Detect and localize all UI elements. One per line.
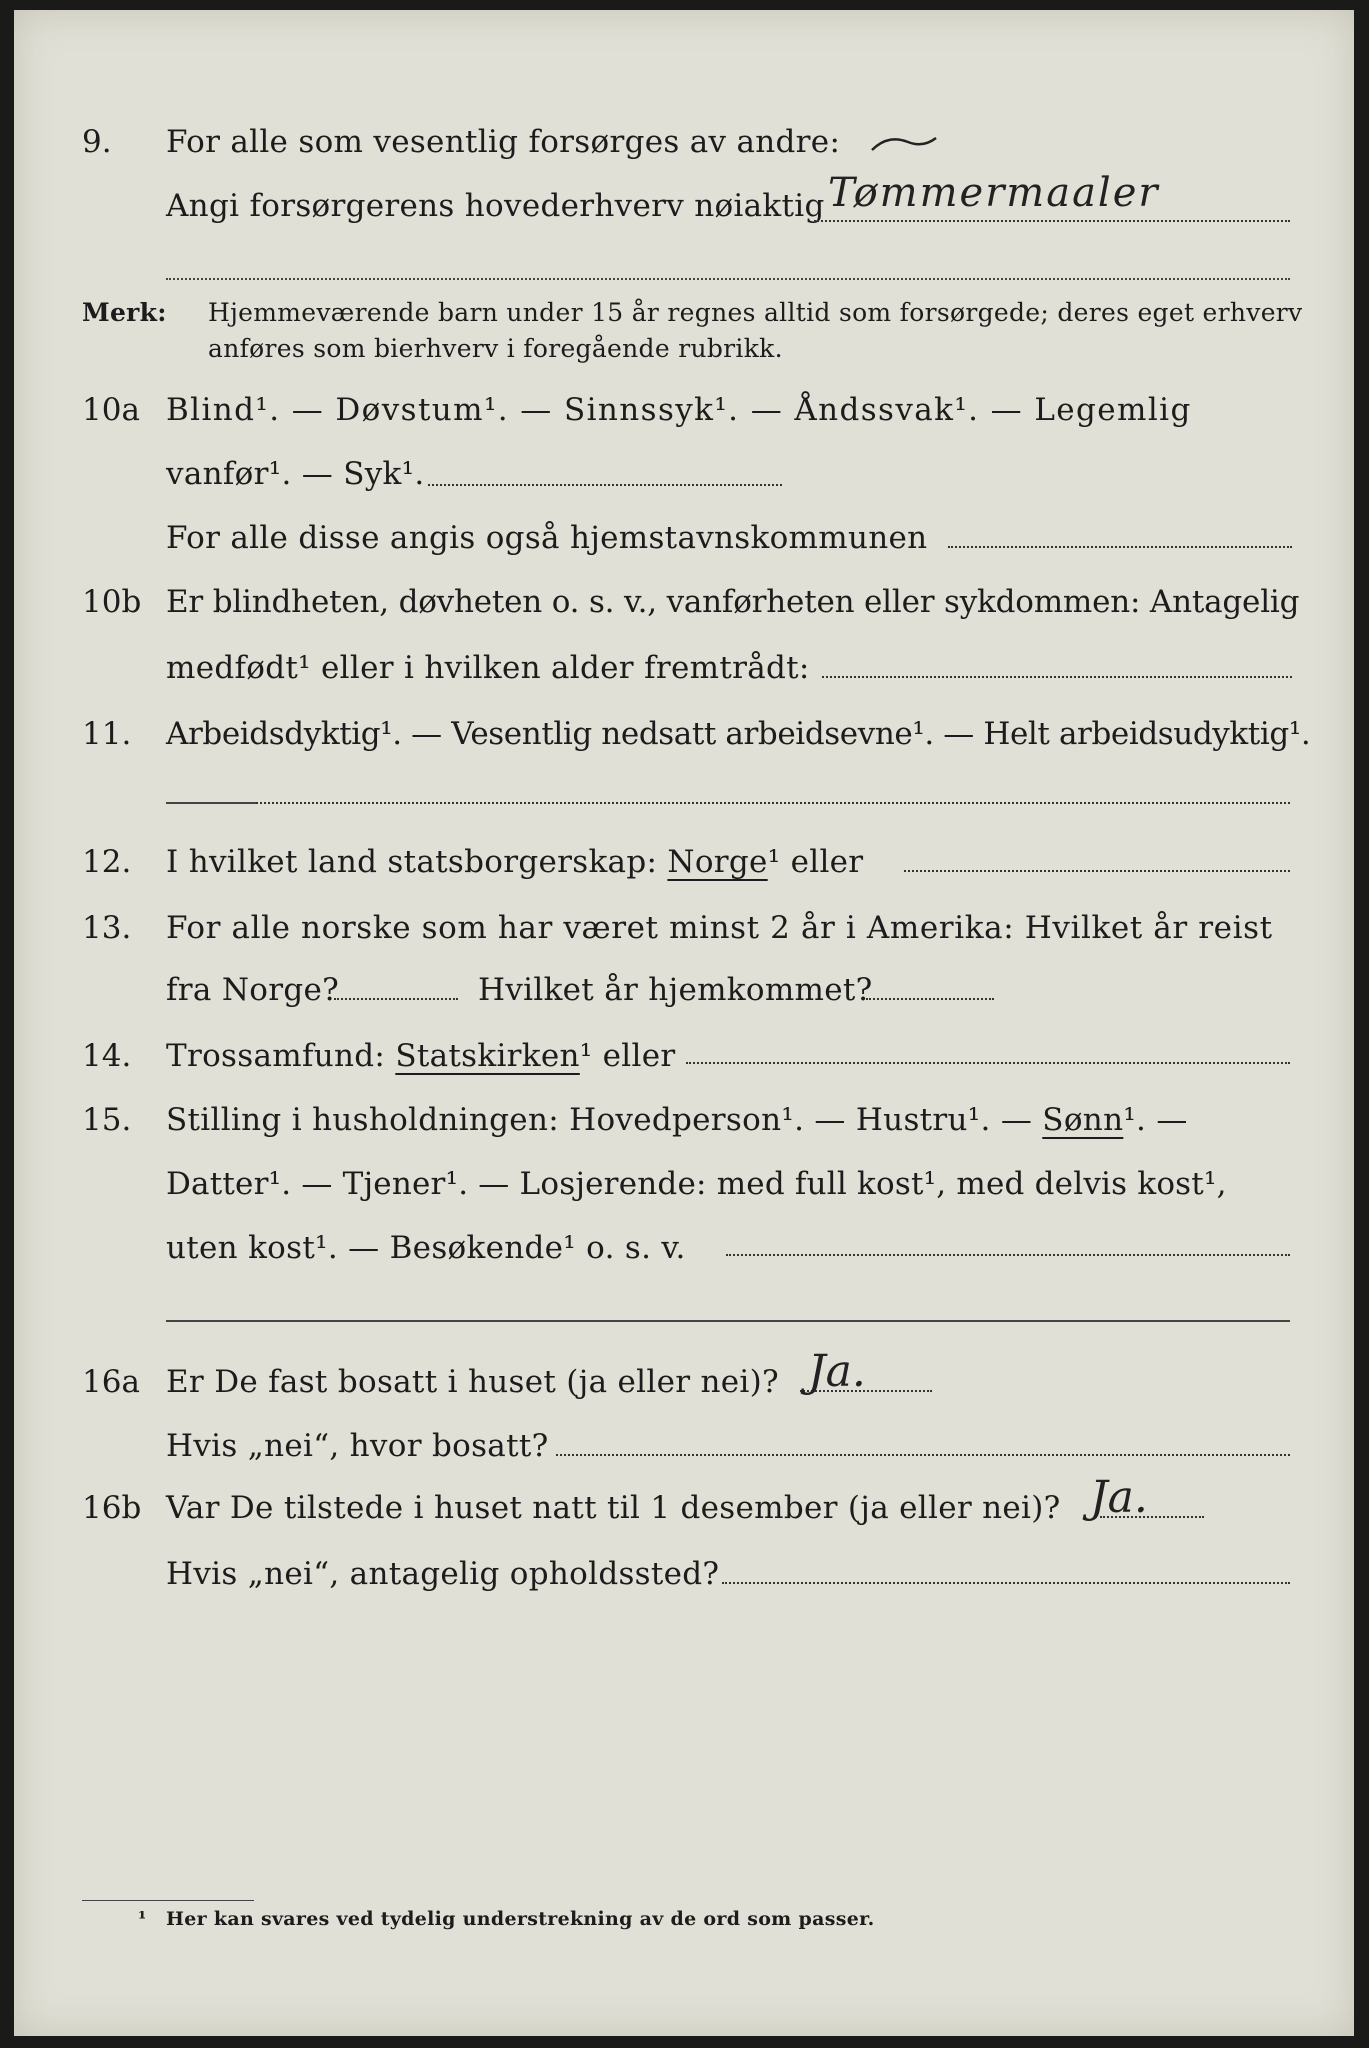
- q10b-line1: Er blindheten, døvheten o. s. v., vanførheten eller sykdommen: Antagelig: [166, 584, 1300, 620]
- q10a-line2: vanfør¹. — Syk¹.: [166, 456, 425, 492]
- q15-line1-text: Stilling i husholdningen: Hovedperson¹. — Hustru¹. —: [166, 1102, 1033, 1138]
- footnote-text: Her kan svares ved tydelig understrekning av de ord som passer.: [166, 1908, 875, 1930]
- q16a-bosatt-answer-line: [556, 1454, 1290, 1456]
- q9-second-answer-line: [166, 278, 1290, 280]
- q11-number: 11.: [82, 716, 132, 752]
- footnote-separator: [82, 1900, 254, 1901]
- q15-line2: Datter¹. — Tjener¹. — Losjerende: med full kost¹, med delvis kost¹,: [166, 1166, 1227, 1202]
- q16b-handwritten-answer[interactable]: Ja.: [1090, 1472, 1148, 1523]
- q9-number: 9.: [82, 124, 112, 160]
- q11-underline-mark: [166, 802, 256, 804]
- q15-line1-suffix: ¹. —: [1123, 1102, 1188, 1138]
- q12-suffix: ¹ eller: [767, 844, 864, 880]
- q16b-line2: Hvis „nei“, antagelig opholdssted?: [166, 1556, 720, 1592]
- q9-line1: For alle som vesentlig forsørges av andre:: [166, 124, 841, 160]
- q13-hjemkommet-answer-line: [866, 998, 994, 1000]
- q13-number: 13.: [82, 910, 132, 946]
- q16a-line2: Hvis „nei“, hvor bosatt?: [166, 1428, 549, 1464]
- q15-number: 15.: [82, 1102, 132, 1138]
- q11-line1: Arbeidsdyktig¹. — Vesentlig nedsatt arbeidsevne¹. — Helt arbeidsudyktig¹.: [166, 716, 1311, 752]
- q16b-number: 16b: [82, 1490, 142, 1526]
- q16b-line1: Var De tilstede i huset natt til 1 desember (ja eller nei)?: [166, 1490, 1061, 1526]
- q9-answer-line: [814, 220, 1290, 222]
- q15-sonn-option[interactable]: Sønn: [1042, 1102, 1124, 1138]
- q16b-opholdssted-answer-line: [722, 1582, 1290, 1584]
- q14-line: [166, 1038, 676, 1074]
- q13-reist-answer-line: [334, 998, 458, 1000]
- merk-label: Merk:: [82, 298, 167, 327]
- q14-question: Trossamfund:: [166, 1038, 386, 1074]
- q16a-line1: Er De fast bosatt i huset (ja eller nei)?: [166, 1364, 779, 1400]
- q14-statskirken-option[interactable]: Statskirken: [395, 1038, 580, 1074]
- q10b-answer-line: [822, 676, 1292, 678]
- q13-line2b: Hvilket år hjemkommet?: [478, 972, 873, 1008]
- q12-question: I hvilket land statsborgerskap:: [166, 844, 658, 880]
- footnote-mark: ¹: [138, 1908, 147, 1930]
- q10a-syk-answer-line: [428, 484, 782, 486]
- q9-handwritten-mark: [868, 130, 940, 160]
- q12-line: [166, 844, 863, 880]
- q9-handwritten-answer[interactable]: Tømmermaaler: [828, 170, 1160, 216]
- q10a-line1: Blind¹. — Døvstum¹. — Sinnssyk¹. — Åndssvak¹. — Legemlig: [166, 392, 1192, 428]
- q14-number: 14.: [82, 1038, 132, 1074]
- q10a-hjemstavn-answer-line: [948, 546, 1292, 548]
- q13-line1: For alle norske som har været minst 2 år i Amerika: Hvilket år reist: [166, 910, 1273, 946]
- q10b-number: 10b: [82, 584, 142, 620]
- q16a-handwritten-answer[interactable]: Ja.: [808, 1346, 866, 1397]
- q15-line1: [166, 1102, 1188, 1138]
- q13-line2a: fra Norge?: [166, 972, 340, 1008]
- q10a-line3: For alle disse angis også hjemstavnskommunen: [166, 520, 928, 556]
- q15-answer-line: [726, 1254, 1290, 1256]
- q11-answer-line: [256, 802, 1290, 804]
- q10a-number: 10a: [82, 392, 140, 428]
- q9-line2: Angi forsørgerens hovederhverv nøiaktig: [166, 188, 825, 224]
- q12-norge-option[interactable]: Norge: [667, 844, 768, 880]
- merk-line2: anføres som bierhverv i foregående rubrikk.: [208, 334, 783, 363]
- q12-number: 12.: [82, 844, 132, 880]
- q12-answer-line: [904, 870, 1290, 872]
- q14-answer-line: [686, 1062, 1290, 1064]
- q15-second-answer-line: [166, 1320, 1290, 1322]
- q14-suffix: ¹ eller: [579, 1038, 676, 1074]
- merk-line1: Hjemmeværende barn under 15 år regnes alltid som forsørgede; deres eget erhverv: [208, 298, 1303, 327]
- q16a-number: 16a: [82, 1364, 140, 1400]
- q15-line3: uten kost¹. — Besøkende¹ o. s. v.: [166, 1230, 686, 1266]
- q10b-line2: medfødt¹ eller i hvilken alder fremtrådt:: [166, 650, 810, 686]
